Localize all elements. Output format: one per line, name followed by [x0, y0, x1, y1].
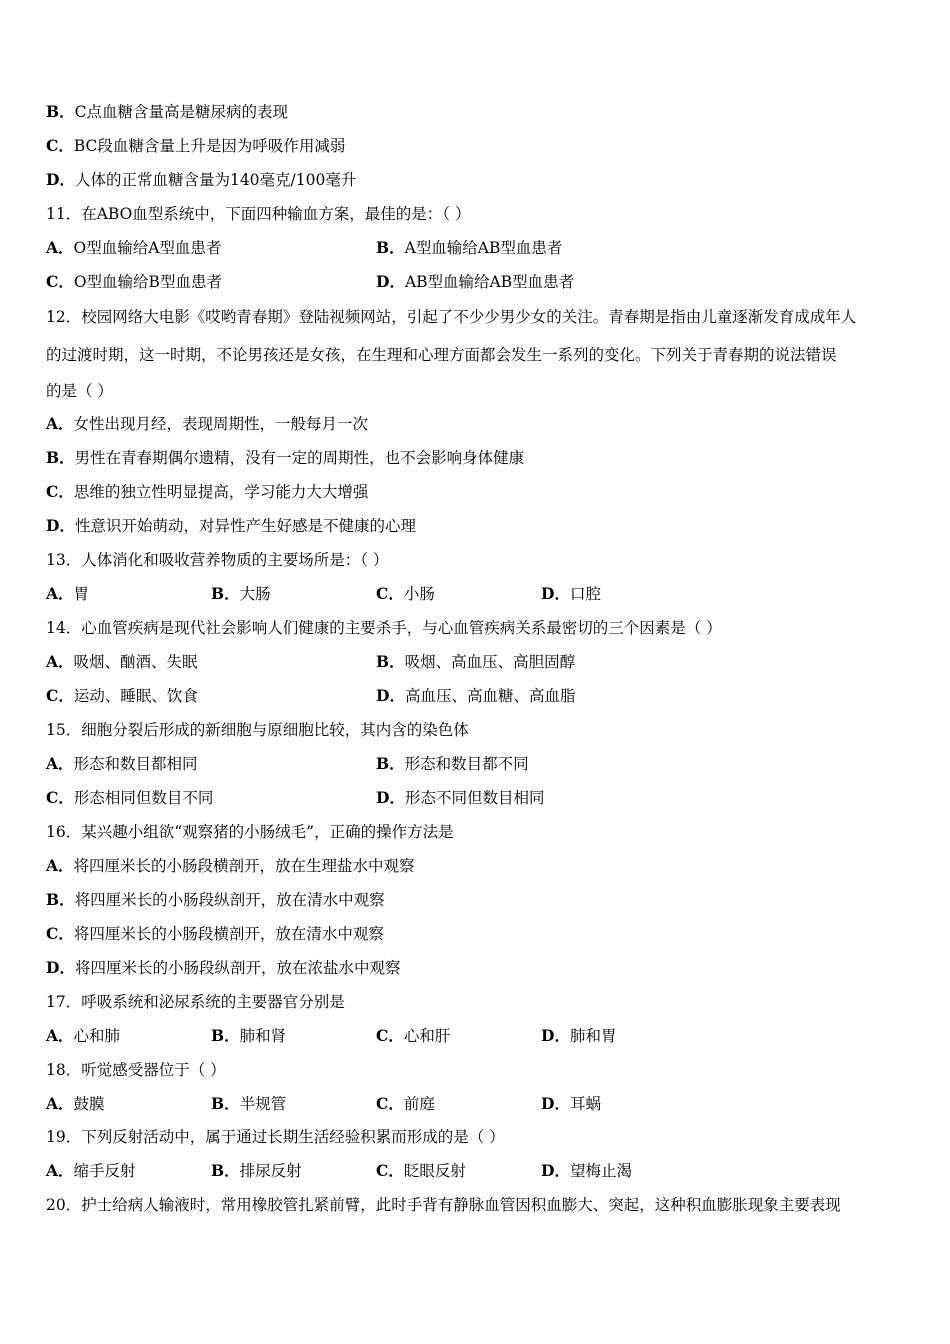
option-label: A． [46, 1161, 74, 1180]
option-label: B． [46, 102, 75, 121]
option-label: A． [46, 754, 74, 773]
option-text: 肺和胃 [569, 1027, 617, 1045]
option-label: A． [46, 584, 74, 603]
q16-option-a [46, 856, 415, 876]
option-text: 口腔 [569, 585, 601, 603]
option-text: AB型血输给AB型血患者 [404, 273, 575, 291]
q17-option-a [46, 1026, 120, 1046]
option-text: 将四厘米长的小肠段横剖开，放在清水中观察 [73, 925, 384, 943]
q11-stem: 11．在ABO血型系统中，下面四种输血方案，最佳的是：（ ） [46, 205, 471, 223]
option-label: B． [211, 1094, 240, 1113]
option-text: 高血压、高血糖、高血脂 [404, 687, 576, 705]
q12-option-c [46, 482, 368, 502]
option-text: 形态和数目都相同 [73, 755, 198, 773]
option-text: BC段血糖含量上升是因为呼吸作用减弱 [73, 137, 346, 155]
option-label: B． [376, 754, 405, 773]
option-text: 形态和数目都不同 [404, 755, 529, 773]
q14-option-c [46, 686, 198, 706]
q13-stem: 13．人体消化和吸收营养物质的主要场所是：（ ） [46, 551, 389, 569]
option-text: O型血输给B型血患者 [73, 273, 222, 291]
option-label: A． [46, 414, 74, 433]
option-text: 将四厘米长的小肠段横剖开，放在生理盐水中观察 [73, 857, 415, 875]
option-text: 缩手反射 [73, 1162, 136, 1180]
option-text: 形态不同但数目相同 [404, 789, 545, 807]
q15-option-c [46, 788, 213, 808]
q17-stem: 17．呼吸系统和泌尿系统的主要器官分别是 [46, 993, 345, 1011]
option-label: B． [211, 584, 240, 603]
q17-option-b [211, 1026, 286, 1046]
option-label: C． [376, 1161, 404, 1180]
option-label: C． [376, 1026, 404, 1045]
q14-option-b [376, 652, 575, 672]
q11-option-a [46, 238, 221, 258]
option-text: 男性在青春期偶尔遗精，没有一定的周期性，也不会影响身体健康 [74, 449, 525, 467]
q10-option-d [46, 170, 356, 190]
option-label: A． [46, 1026, 74, 1045]
q18-option-a [46, 1094, 105, 1114]
option-text: 思维的独立性明显提高，学习能力大大增强 [73, 483, 369, 501]
q12-stem-line-3: 的是（ ） [46, 382, 113, 400]
option-text: 女性出现月经，表现周期性，一般每月一次 [73, 415, 369, 433]
option-label: A． [46, 238, 74, 257]
q13-option-c [376, 584, 435, 604]
q15-option-d [376, 788, 544, 808]
option-label: A． [46, 1094, 74, 1113]
q12-stem-line-2: 的过渡时期，这一时期，不论男孩还是女孩，在生理和心理方面都会发生一系列的变化。下列关于青春期的说法错误 [46, 346, 837, 364]
option-label: B． [46, 448, 75, 467]
q10-option-c [46, 136, 345, 156]
option-label: C． [46, 924, 74, 943]
option-text: 吸烟、高血压、高胆固醇 [404, 653, 576, 671]
option-text: C点血糖含量高是糖尿病的表现 [74, 103, 288, 121]
option-label: D． [376, 272, 405, 291]
option-text: 半规管 [239, 1095, 287, 1113]
option-text: 鼓膜 [73, 1095, 105, 1113]
q13-option-b [211, 584, 271, 604]
option-label: B． [376, 238, 405, 257]
q18-option-b [211, 1094, 286, 1114]
option-label: D． [46, 170, 75, 189]
option-label: C． [376, 1094, 404, 1113]
q15-stem: 15．细胞分裂后形成的新细胞与原细胞比较，其内含的染色体 [46, 721, 469, 739]
q17-option-d [541, 1026, 616, 1046]
option-text: 吸烟、酗酒、失眠 [73, 653, 198, 671]
option-text: 人体的正常血糖含量为140毫克/100毫升 [74, 171, 357, 189]
q16-option-c [46, 924, 384, 944]
q19-stem: 19．下列反射活动中，属于通过长期生活经验积累而形成的是（ ） [46, 1128, 505, 1146]
option-text: 心和肝 [403, 1027, 451, 1045]
option-label: C． [46, 482, 74, 501]
option-text: 运动、睡眠、饮食 [73, 687, 198, 705]
q12-option-a [46, 414, 368, 434]
option-label: A． [46, 652, 74, 671]
option-text: 大肠 [239, 585, 271, 603]
option-label: D． [541, 1026, 570, 1045]
q11-option-c [46, 272, 222, 292]
option-label: D． [376, 788, 405, 807]
option-text: 小肠 [403, 585, 435, 603]
q14-stem: 14．心血管疾病是现代社会影响人们健康的主要杀手，与心血管疾病关系最密切的三个因素是（ ） [46, 619, 722, 637]
option-label: D． [376, 686, 405, 705]
option-text: 心和肺 [73, 1027, 121, 1045]
option-label: D． [46, 516, 75, 535]
option-label: C． [46, 686, 74, 705]
option-label: B． [211, 1161, 240, 1180]
option-label: D． [46, 958, 75, 977]
option-label: C． [46, 788, 74, 807]
q20-stem: 20．护士给病人输液时，常用橡胶管扎紧前臂，此时手背有静脉血管因积血膨大、突起，这种积血膨胀现象主要表现 [46, 1196, 841, 1214]
option-text: A型血输给AB型血患者 [404, 239, 563, 257]
q10-option-b [46, 102, 288, 122]
q16-option-b [46, 890, 385, 910]
q14-option-d [376, 686, 575, 706]
option-label: D． [541, 1094, 570, 1113]
option-text: 肺和肾 [239, 1027, 287, 1045]
option-text: 排尿反射 [239, 1162, 302, 1180]
option-label: D． [541, 584, 570, 603]
option-label: B． [46, 890, 75, 909]
q15-option-b [376, 754, 529, 774]
q18-option-d [541, 1094, 601, 1114]
option-text: 胃 [73, 585, 90, 603]
option-text: O型血输给A型血患者 [73, 239, 222, 257]
q11-option-b [376, 238, 562, 258]
option-text: 性意识开始萌动，对异性产生好感是不健康的心理 [74, 517, 416, 535]
option-label: C． [376, 584, 404, 603]
q16-option-d [46, 958, 400, 978]
q18-stem: 18．听觉感受器位于（ ） [46, 1061, 226, 1079]
option-label: C． [46, 136, 74, 155]
option-text: 形态相同但数目不同 [73, 789, 214, 807]
q17-option-c [376, 1026, 450, 1046]
option-text: 望梅止渴 [569, 1162, 632, 1180]
option-label: B． [376, 652, 405, 671]
q11-option-d [376, 272, 574, 292]
option-text: 耳蜗 [569, 1095, 601, 1113]
option-text: 前庭 [403, 1095, 435, 1113]
option-label: D． [541, 1161, 570, 1180]
q13-option-a [46, 584, 89, 604]
option-text: 将四厘米长的小肠段纵剖开，放在清水中观察 [74, 891, 385, 909]
q19-option-d [541, 1161, 632, 1181]
q19-option-c [376, 1161, 466, 1181]
q19-option-b [211, 1161, 302, 1181]
q18-option-c [376, 1094, 435, 1114]
option-text: 眨眼反射 [403, 1162, 466, 1180]
option-label: B． [211, 1026, 240, 1045]
q15-option-a [46, 754, 198, 774]
option-label: C． [46, 272, 74, 291]
option-text: 将四厘米长的小肠段纵剖开，放在浓盐水中观察 [74, 959, 401, 977]
q13-option-d [541, 584, 601, 604]
q12-option-d [46, 516, 416, 536]
q16-stem: 16．某兴趣小组欲“观察猪的小肠绒毛”，正确的操作方法是 [46, 823, 454, 841]
q14-option-a [46, 652, 198, 672]
option-label: A． [46, 856, 74, 875]
q19-option-a [46, 1161, 136, 1181]
q12-stem-line-1: 12．校园网络大电影《哎哟青春期》登陆视频网站，引起了不少少男少女的关注。青春期是指由儿童逐渐发育成成年人 [46, 308, 857, 326]
q12-option-b [46, 448, 524, 468]
